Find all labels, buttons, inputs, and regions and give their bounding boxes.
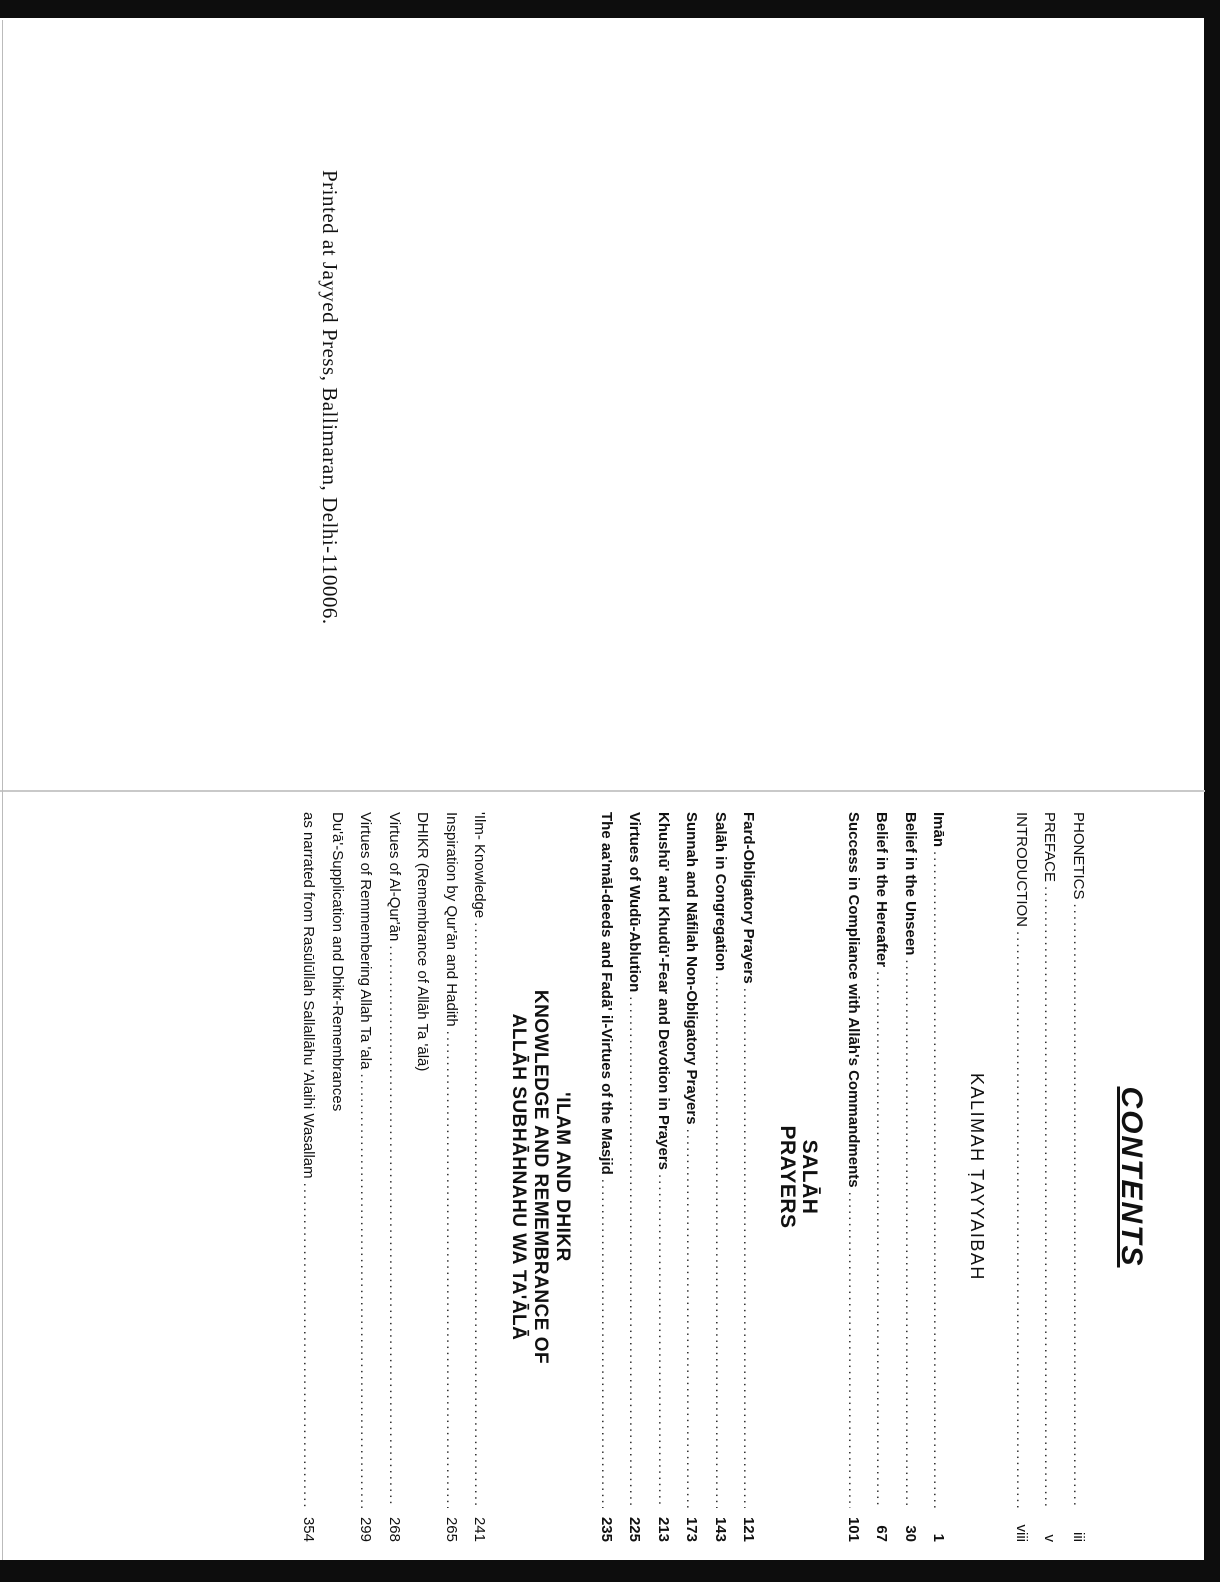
toc-entry <box>1064 812 1093 1542</box>
toc-entry-title: PHONETICS <box>1070 812 1087 900</box>
toc-leader <box>649 1174 678 1508</box>
toc-entry <box>465 812 494 1542</box>
toc-entry-title: Khushū' and Khudū'-Fear and Devotion in Prayers <box>655 812 672 1171</box>
toc-entry-title: Sunnah and Nāfilah Non-Obligatory Prayers <box>683 812 701 1125</box>
kalimah-list <box>839 812 953 1542</box>
section-heading-salah <box>777 812 821 1542</box>
ilam-list <box>294 812 494 1542</box>
toc-leader <box>294 1183 323 1508</box>
toc-entry-title: Virtues of Wudū-Ablution <box>626 812 644 993</box>
toc-entry <box>896 812 925 1542</box>
section-heading-ilam <box>508 812 574 1542</box>
section-heading-kalimah: KALIMAH ṬAYYAIBAH <box>967 1073 988 1281</box>
toc-entry-page: iii <box>1070 1532 1087 1542</box>
toc-entry-title: 'Ilm- Knowledge <box>471 812 489 919</box>
toc-leader <box>706 975 735 1508</box>
salah-list <box>592 812 763 1542</box>
toc-entry <box>380 812 409 1542</box>
scan-border-bottom <box>0 1560 1220 1582</box>
page-edge-line <box>2 20 3 1560</box>
toc-entry <box>437 812 466 1542</box>
toc-entry-page: 354 <box>300 1516 318 1542</box>
toc-entry <box>1035 812 1064 1542</box>
toc-entry <box>408 812 437 1542</box>
printer-imprint: Printed at Jayyed Press, Ballimaran, Delhi-110006. <box>318 170 342 625</box>
toc-entry-page: 225 <box>626 1516 644 1542</box>
toc-leader <box>734 988 763 1508</box>
toc-entry <box>351 812 380 1542</box>
toc-leader <box>592 1179 621 1508</box>
toc-entry-title: INTRODUCTION <box>1013 812 1030 927</box>
toc-entry-title: The aa'māl-deeds and Fadā' il-Virtues of the Masjid <box>598 812 615 1175</box>
book-spine-fold <box>0 790 1205 792</box>
ilam-heading-line-1: 'ILAM AND DHIKR <box>552 1092 574 1262</box>
toc-entry <box>294 812 323 1542</box>
toc-leader <box>924 851 953 1508</box>
toc-leader <box>1007 931 1036 1508</box>
toc-entry-page: 143 <box>712 1516 729 1542</box>
toc-entry-page: 268 <box>386 1516 403 1542</box>
toc-entry-page: viii <box>1013 1524 1030 1542</box>
toc-entry-title: DHIKR (Remembrance of Allāh Ta 'ālā) <box>414 812 432 1072</box>
toc-leader <box>677 1129 706 1508</box>
toc-entry-title: Du'ā'-Supplication and Dhikr-Remembrances <box>329 812 346 1112</box>
toc-entry-title: Imān <box>930 812 948 848</box>
toc-entry <box>1007 812 1036 1542</box>
toc-leader <box>437 1031 466 1508</box>
ilam-heading-line-2: KNOWLEDGE AND REMEMBRANCE OF <box>530 989 552 1365</box>
toc-entry-page: 173 <box>683 1516 701 1542</box>
toc-entry-page: v <box>1041 1534 1059 1542</box>
toc-leader <box>351 1073 380 1508</box>
toc-entry-title: Inspiration by Qur'ān and Hadith <box>443 812 460 1027</box>
toc-entry <box>649 812 678 1542</box>
toc-entry-page: 30 <box>902 1525 919 1542</box>
toc-leader <box>867 971 896 1508</box>
scan-border-right <box>1204 0 1220 1582</box>
toc-entry <box>706 812 735 1542</box>
toc-entry-title: PREFACE <box>1041 812 1059 883</box>
toc-leader <box>896 959 925 1508</box>
toc-entry-page: 101 <box>845 1516 862 1542</box>
toc-entry-page: 1 <box>930 1533 948 1542</box>
toc-leader <box>1035 886 1064 1508</box>
toc-entry <box>323 812 352 1542</box>
toc-entry-title: Belief in the Hereafter <box>873 812 891 968</box>
toc-entry-title: as narrated from Rasūlūllah Sallallāhu 'Alaihi Wasallam <box>300 812 318 1179</box>
toc-entry-page: 121 <box>740 1516 758 1542</box>
front-matter-list <box>1007 812 1093 1542</box>
toc-entry-page: 67 <box>873 1525 891 1542</box>
toc-leader <box>839 1192 868 1508</box>
contents-title: CONTENTS <box>1115 1086 1148 1268</box>
toc-leader <box>1064 904 1093 1508</box>
toc-leader <box>620 996 649 1508</box>
toc-entry-page: 213 <box>655 1516 672 1542</box>
toc-entry <box>592 812 621 1542</box>
toc-leader <box>380 945 409 1508</box>
toc-entry-page: 241 <box>471 1516 489 1542</box>
salah-heading-line-2: PRAYERS <box>776 1125 800 1229</box>
scan-border-top <box>0 0 1220 18</box>
toc-entry-page: 299 <box>357 1516 375 1542</box>
toc-entry <box>867 812 896 1542</box>
salah-heading-line-1: SALĀH <box>798 1139 822 1215</box>
toc-entry-title: Fard-Obligatory Prayers <box>740 812 758 984</box>
toc-entry-page: 265 <box>443 1516 460 1542</box>
contents-page <box>100 812 1160 1542</box>
toc-entry-page: 235 <box>598 1516 615 1542</box>
toc-entry-title: Virtues of Al-Qur'ān <box>386 812 403 942</box>
toc-entry <box>677 812 706 1542</box>
toc-entry-title: Belief in the Unseen <box>902 812 919 956</box>
toc-leader <box>465 922 494 1508</box>
toc-entry-title: Success in Compliance with Allāh's Commandments <box>845 812 862 1188</box>
toc-entry-title: Salāh in Congregation <box>712 812 729 972</box>
ilam-heading-line-3: ALLĀH SUBHĀHNAHU WA TA'ĀLĀ <box>508 1013 530 1341</box>
toc-entry <box>924 812 953 1542</box>
toc-entry-title: Virtues of Remmembering Allah Ta 'ala <box>357 812 375 1070</box>
toc-entry <box>734 812 763 1542</box>
toc-entry <box>839 812 868 1542</box>
imprint-page <box>300 170 360 730</box>
toc-entry <box>620 812 649 1542</box>
